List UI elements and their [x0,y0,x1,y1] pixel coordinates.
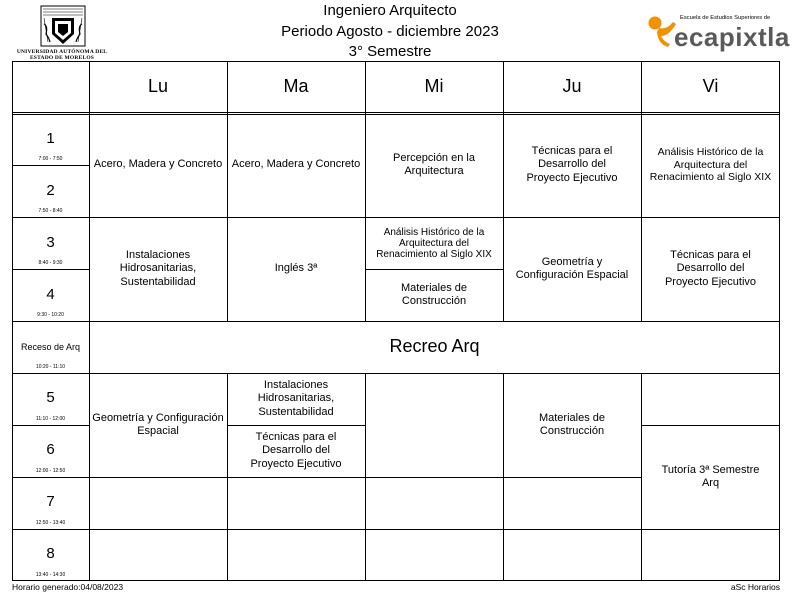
semester-title: 3° Semestre [348,43,432,60]
class-cell-ma-1: Acero, Madera y Concreto [231,158,361,171]
slot-number: 8 [46,545,55,562]
class-cell-lu-5: Geometría y Configuración Espacial [92,411,224,437]
recess-slot-label: Receso de Arq [20,342,81,352]
recess-banner: Recreo Arq [389,336,480,357]
class-cell-ju-3: Geometría y Configuración Espacial [515,255,629,281]
school-subtitle: Escuela de Estudios Superiores de [680,15,771,21]
slot-time: 7:50 - 8:40 [38,208,63,214]
university-name-line2: ESTADO DE MORELOS [29,55,95,61]
class-cell-mi-4: Materiales de Construcción [400,281,468,307]
class-cell-ju-1: Técnicas para el Desarrollo del Proyecto Ejecutivo [526,144,618,184]
class-cell-vi-1: Análisis Histórico de la Arquitectura del Renacimiento al Siglo XIX [649,146,772,184]
class-cell-vi-6: Tutoría 3ª Semestre Arq [661,463,760,489]
day-header-ju: Ju [562,75,582,96]
day-header-ma: Ma [283,75,309,96]
day-header-lu: Lu [147,75,169,96]
day-header-mi: Mi [424,75,444,96]
class-cell-lu-1: Acero, Madera y Concreto [93,158,223,171]
class-cell-mi-3: Análisis Histórico de la Arquitectura del Renacimiento al Siglo XIX [376,226,492,260]
program-title: Ingeniero Arquitecto [323,2,457,19]
slot-time: 13:40 - 14:30 [35,572,66,578]
slot-time: 12:00 - 12:50 [35,468,66,474]
school-name: ecapixtla [674,22,790,52]
slot-number: 3 [46,234,55,251]
slot-number: 7 [46,493,55,510]
class-cell-lu-3: Instalaciones Hidrosanitarias, Sustentabilidad [119,248,197,288]
slot-number: 5 [46,389,55,406]
slot-time: 9:30 - 10:20 [37,312,64,318]
slot-number: 1 [46,130,55,147]
period-title: Periodo Agosto - diciembre 2023 [281,23,499,40]
class-cell-ma-3: Inglés 3ª [274,262,318,275]
slot-time: 10:20 - 11:10 [35,364,66,370]
university-name-line1: UNIVERSIDAD AUTÓNOMA DEL [16,49,108,55]
class-cell-ma-6: Técnicas para el Desarrollo del Proyecto Ejecutivo [250,430,342,470]
slot-time: 12:50 - 13:40 [35,520,66,526]
slot-time: 8:40 - 9:30 [38,260,63,266]
class-cell-vi-3: Técnicas para el Desarrollo del Proyecto Ejecutivo [664,248,757,288]
software-credit: aSc Horarios [730,582,780,592]
day-header-vi: Vi [702,75,719,96]
slot-number: 2 [46,182,55,199]
slot-time: 7:00 - 7:50 [38,156,63,162]
slot-number: 6 [46,441,55,458]
class-cell-ma-5: Instalaciones Hidrosanitarias, Sustentabilidad [257,378,335,418]
generated-date: Horario generado:04/08/2023 [12,582,124,592]
slot-number: 4 [46,286,55,303]
class-cell-ju-5: Materiales de Construcción [538,411,606,437]
class-cell-mi-1: Percepción en la Arquitectura [393,151,475,177]
slot-time: 11:10 - 12:00 [35,416,66,422]
